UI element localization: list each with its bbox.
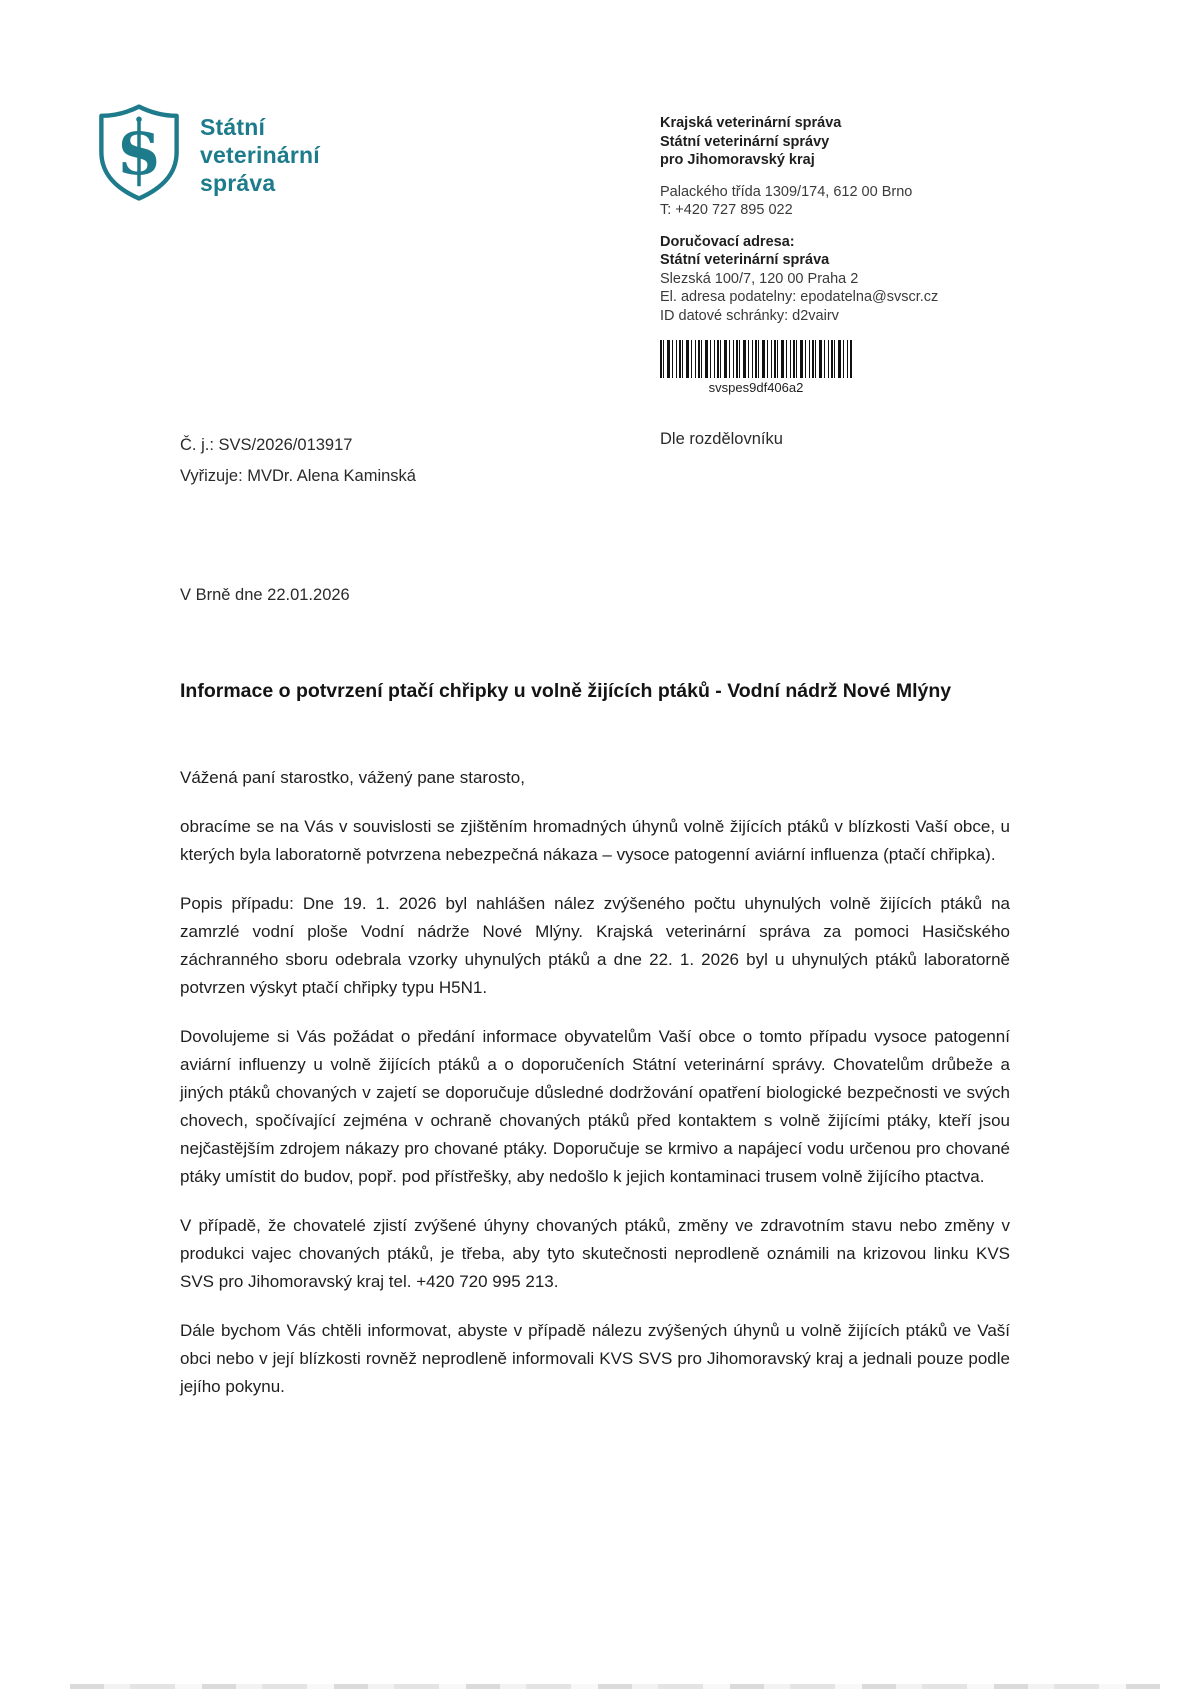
office-name-line: pro Jihomoravský kraj	[660, 152, 815, 168]
handled-by: Vyřizuje: MVDr. Alena Kaminská	[180, 467, 416, 485]
svs-shield-icon	[95, 104, 183, 207]
salutation: Vážená paní starostko, vážený pane starosto,	[180, 768, 525, 787]
letterhead-office-block	[660, 114, 1000, 398]
svg-text:S: S	[118, 120, 160, 188]
place-date: V Brně dne 22.01.2026	[180, 586, 350, 604]
reference-block	[180, 430, 416, 492]
file-number: Č. j.: SVS/2026/013917	[180, 436, 353, 454]
barcode-code: svspes9df406a2	[708, 380, 804, 395]
paragraph-case-description: Popis případu: Dne 19. 1. 2026 byl nahlášen nález zvýšeného počtu uhynulých volně žijících ptáků na zamrzlé vodní ploše Vodní nádrže Nové Mlýny. Krajská veterinární správa za pomoci Hasičského záchranného sboru odebrala vzorky uhynulých ptáků a dne 22. 1. 2026 byl u uhynulých ptáků laboratorně potvrzen výskyt ptačí chřipky typu H5N1.	[180, 894, 1010, 997]
logo-line: Státní	[200, 114, 266, 140]
paragraph-recommendations: Dovolujeme si Vás požádat o předání informace obyvatelům Vaší obce o tomto případu vysoce patogenní aviární influenzy u volně žijících ptáků a o doporučeních Státní veterinární správy. Chovatelům drůbeže a jiných ptáků chovaných v zajetí se doporučuje důsledné dodržování opatření biologické bezpečnosti ve svých chovech, spočívající zejména v ochraně chovaných ptáků před kontaktem s volně žijícími ptáky, kteří jsou nejčastějším zdrojem nákazy pro chované ptáky. Doporučuje se krmivo a napájecí vodu určenou pro chované ptáky umístit do budov, popř. pod přístřešky, aby nedošlo k jejich kontaminaci trusem volně žijícího ptactva.	[180, 1027, 1010, 1186]
paragraph-crisis-line: V případě, že chovatelé zjistí zvýšené úhyny chovaných ptáků, změny ve zdravotním stavu nebo změny v produkci vajec chovaných ptáků, je třeba, aby tyto skutečnosti neprodleně oznámili na krizovou linku KVS SVS pro Jihomoravský kraj tel. +420 720 995 213.	[180, 1216, 1010, 1291]
addressee: Dle rozdělovníku	[660, 430, 783, 448]
office-name-line: Státní veterinární správy	[660, 133, 830, 150]
paragraph-intro: obracíme se na Vás v souvislosti se zjištěním hromadných úhynů volně žijících ptáků v blízkosti Vaší obce, u kterých byla laboratorně potvrzena nebezpečná nákaza – vysoce patogenní aviární influenza (ptačí chřipka).	[180, 817, 1010, 864]
letter-body	[180, 764, 1010, 1422]
logo-line: veterinární	[200, 142, 320, 168]
scan-edge-artifact	[70, 1684, 1160, 1689]
svs-logo	[95, 104, 320, 207]
logo-line: správa	[200, 170, 276, 196]
delivery-address-email: El. adresa podatelny: epodatelna@svscr.cz	[660, 289, 939, 305]
letter-subject: Informace o potvrzení ptačí chřipky u volně žijících ptáků - Vodní nádrž Nové Mlýny	[180, 680, 952, 702]
logo-wordmark	[200, 104, 320, 197]
office-address	[660, 183, 1000, 220]
delivery-address-street: Slezská 100/7, 120 00 Praha 2	[660, 270, 859, 287]
office-address-line: Palackého třída 1309/174, 612 00 Brno	[660, 183, 913, 200]
office-name	[660, 114, 1000, 170]
office-name-line: Krajská veterinární správa	[660, 115, 842, 131]
delivery-address-databox: ID datové schránky: d2vairv	[660, 307, 839, 324]
delivery-address-heading: Doručovací adresa:	[660, 233, 795, 250]
barcode-image	[660, 340, 852, 378]
delivery-address-name: Státní veterinární správa	[660, 252, 830, 268]
barcode-block	[660, 340, 852, 398]
office-address-line: T: +420 727 895 022	[660, 202, 793, 218]
paragraph-reporting: Dále bychom Vás chtěli informovat, abyste v případě nálezu zvýšených úhynů u volně žijících ptáků ve Vaší obci nebo v její blízkosti rovněž neprodleně informovali KVS SVS pro Jihomoravský kraj a jednali pouze podle jejího pokynu.	[180, 1321, 1010, 1396]
delivery-address	[660, 233, 1000, 326]
